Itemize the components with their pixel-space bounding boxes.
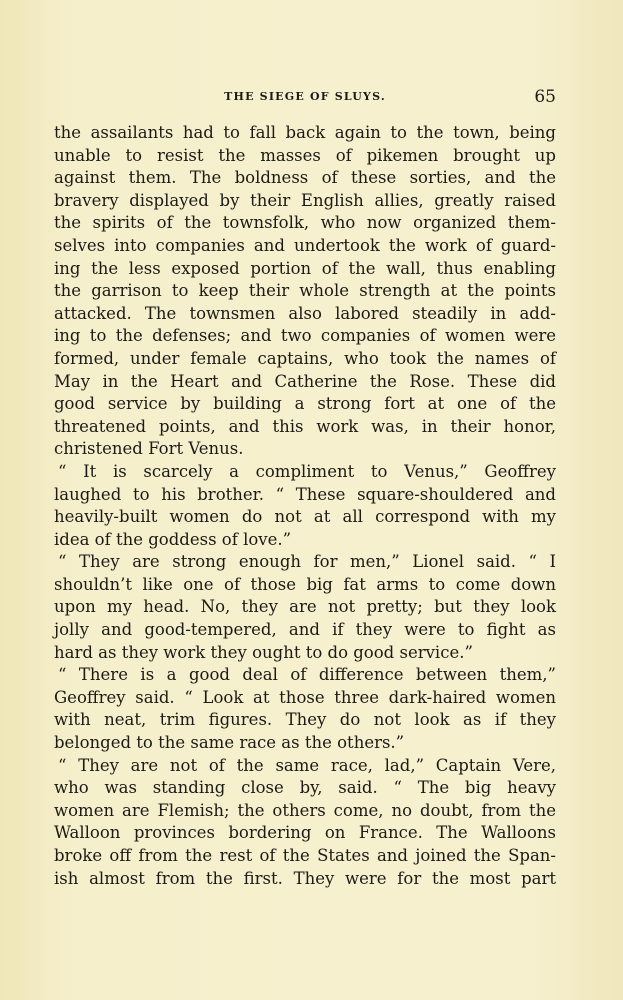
text-line: selves into companies and undertook the work of guard- [54, 235, 556, 255]
text-line: “ They are strong enough for men,” Lionel said. “ I [58, 552, 556, 572]
text-line: broke off from the rest of the States and joined the Span- [54, 846, 556, 865]
text-line: formed, under female captains, who took the names of [54, 348, 556, 368]
text-line: heavily-built women do not at all correspond with my [54, 507, 556, 527]
text-line: who was standing close by, said. “ The big heavy [54, 778, 556, 798]
text-line: laughed to his brother. “ These square-shouldered and [54, 484, 556, 504]
text-line: against them. The boldness of these sorties, and the [54, 168, 556, 188]
text-line: hard as they work they ought to do good service.” [54, 642, 473, 662]
text-line: threatened points, and this work was, in their honor, [54, 416, 556, 436]
text-line: upon my head. No, they are not pretty; but they look [54, 597, 556, 617]
text-line: ish almost from the first. They were for the most part [54, 868, 556, 888]
text-line: May in the Heart and Catherine the Rose. These did [54, 371, 556, 391]
text-line: with neat, trim figures. They do not look as if they [54, 710, 556, 730]
text-line: good service by building a strong fort at one of the [54, 394, 556, 414]
running-title: THE SIEGE OF SLUYS. [224, 90, 386, 103]
page-header [54, 87, 556, 109]
text-line: ing to the defenses; and two companies of women were [54, 326, 556, 346]
body-text [54, 122, 556, 890]
text-line: women are Flemish; the others come, no doubt, from the [54, 800, 556, 820]
text-line: Geoffrey said. “ Look at those three dark-haired women [54, 687, 556, 707]
text-line: jolly and good-tempered, and if they were to fight as [54, 620, 556, 640]
text-line: ing the less exposed portion of the wall, thus enabling [54, 258, 556, 278]
text-line: “ There is a good deal of difference between them,” [58, 665, 556, 685]
text-line: “ It is scarcely a compliment to Venus,” Geoffrey [58, 461, 556, 481]
text-line: idea of the goddess of love.” [54, 529, 292, 549]
text-line: attacked. The townsmen also labored steadily in add- [54, 303, 556, 323]
text-line: bravery displayed by their English allies, greatly raised [54, 190, 556, 210]
text-line: unable to resist the masses of pikemen brought up [54, 145, 556, 165]
text-line: “ They are not of the same race, lad,” Captain Vere, [58, 755, 556, 775]
text-line: Walloon provinces bordering on France. The Walloons [54, 823, 556, 843]
text-line: shouldn’t like one of those big fat arms to come down [54, 574, 556, 594]
text-line: the assailants had to fall back again to the town, being [54, 123, 556, 142]
text-line: the spirits of the townsfolk, who now organized them- [54, 213, 556, 233]
text-line: the garrison to keep their whole strength at the points [54, 281, 556, 301]
page-number: 65 [534, 87, 556, 107]
text-line: belonged to the same race as the others.” [54, 733, 405, 753]
text-line: christened Fort Venus. [54, 439, 244, 459]
